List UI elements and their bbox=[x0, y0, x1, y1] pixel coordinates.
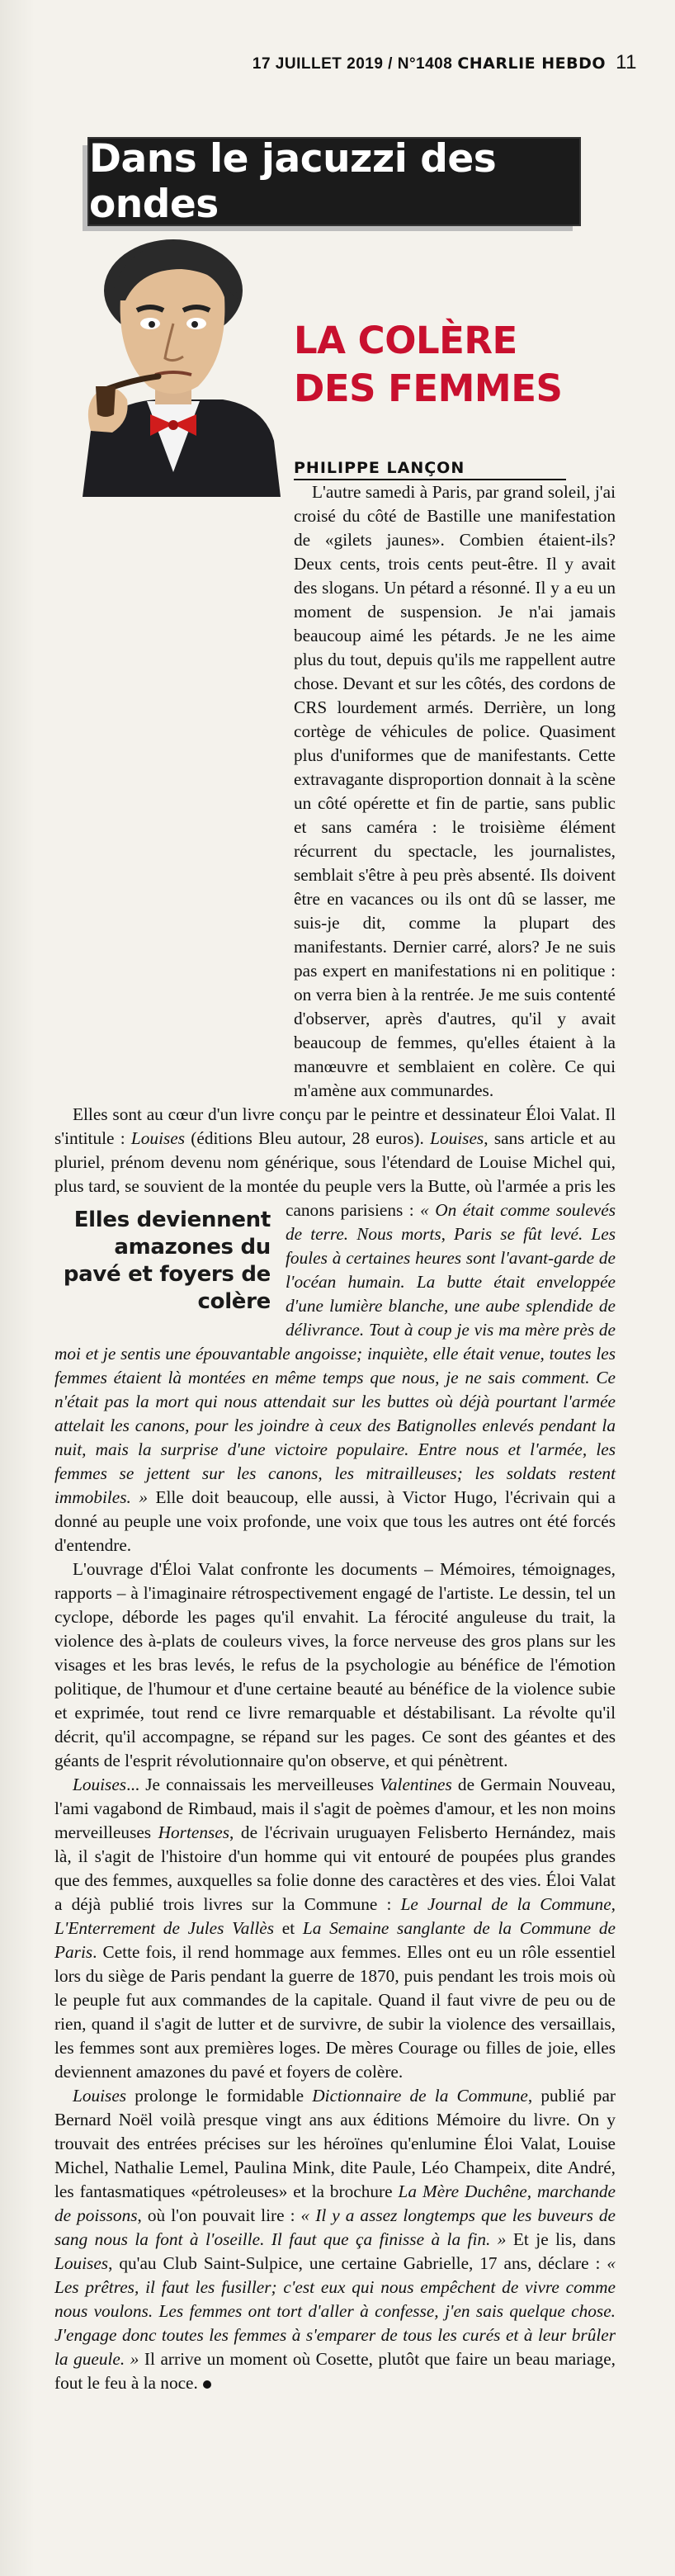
p4-text-f: , de l'écrivain uruguayen Felisberto Hernández, mais là, il s'agit de l'histoire d'un homme qui vit entouré de poupées plus grandes que des femmes, auxquelles sa folie donne des caractères et des vies. Éloi Valat a déjà publié trois livres sur la Commune : bbox=[54, 1822, 616, 1914]
article-headline bbox=[294, 317, 566, 413]
p4-text-d: de Germain Nouveau, l'ami vagabond de Rimbaud, mais il s'agit de poèmes d'amour, et les non moins merveilleuses bbox=[54, 1775, 616, 1842]
p5-text-h: Et je lis, dans bbox=[506, 2229, 616, 2249]
pull-quote: Elles deviennent amazones du pavé et foyers de colère bbox=[63, 1208, 271, 1314]
caricature-illustration bbox=[58, 225, 289, 497]
p4-valentines: Valentines bbox=[380, 1775, 452, 1794]
paragraph-3: L'ouvrage d'Éloi Valat confronte les documents – Mémoires, témoignages, rapports – à l'imaginaire rétrospectivement engagé de l'artiste. Le dessin, tel un cyclope, déborde les pages qu'il envahit. La férocité anguleuse du trait, la violence des à-plats de couleurs vives, la force nerveuse des gros plans sur les visages et les bras levés, le refus de la psychologie au bénéfice de l'émotion politique, de l'humour et d'une certaine beauté au bénéfice de la violence subie et exprimée, tout rend ce livre remarquable et déstabilisant. La révolte qu'il décrit, qu'il accompagne, se répand sur les pages. Ce sont des géantes et des géants de l'esprit révolutionnaire qu'on observe, et qui pénètrent. bbox=[54, 1559, 616, 1770]
p4-text-b: ... Je connaissais les merveilleuses bbox=[126, 1775, 380, 1794]
p2-text-c: (éditions Bleu autour, 28 euros). bbox=[185, 1128, 431, 1148]
p4-books: Le Journal de la Commune, L'Enterrement de Jules Vallès bbox=[54, 1894, 616, 1938]
paragraph-5 bbox=[54, 2084, 616, 2395]
column-title: Dans le jacuzzi des ondes bbox=[89, 136, 497, 227]
p5-text-d: , publié par Bernard Noël voilà presque vingt ans aux éditions Mémoire du livre. On y trouvait des entrées précises sur les héroïnes qu'enlumine Éloi Valat, Louise Michel, Nathalie Lemel, Paulina Mink, dite Paule, Léo Champeix, dite André, les fantasmatiques «pétroleuses» et la brochure bbox=[54, 2086, 616, 2201]
paragraph-4 bbox=[54, 1773, 616, 2084]
p5-text-b: prolonge le formidable bbox=[126, 2086, 313, 2106]
p2-text-a: Elles sont au cœur d'un livre conçu par le peintre et dessinateur Éloi Valat. Il s'intitule : bbox=[54, 1104, 616, 1148]
masthead bbox=[253, 51, 637, 74]
p2-quote: « On était comme soulevés de terre. Nous morts, Paris se fût levé. Les foules à certaines heures sont l'avant-garde de l'océan humain. La butte était enveloppée d'une lumière blanche, une aube splendide de délivrance. Tout à coup je vis ma mère près de moi et je sentis une épouvantable angoisse; inquiète, elle était venue, toutes les femmes étaient là montées en même temps que nous, je ne sais comment. Ce n'était pas la mort qui nous attendait sur les buttes où déjà pourtant l'armée attelait les canons, pour les joindre à ceux des Batignolles enlevés pendant la nuit, mais la surprise d'une victoire populaire. Entre nous et l'armée, les femmes se jettent sur les canons, les mitrailleuses; les soldats restent immobiles. » bbox=[54, 1200, 616, 1507]
p5-text-j: , qu'au Club Saint-Sulpice, une certaine Gabrielle, 17 ans, déclare : bbox=[108, 2253, 607, 2273]
p5-text-f: , où l'on pouvait lire : bbox=[137, 2205, 301, 2225]
p4-hortenses: Hortenses bbox=[158, 1822, 230, 1842]
paragraph-1: L'autre samedi à Paris, par grand soleil, j'ai croisé du côté de Bastille une manifestation de «gilets jaunes». Combien étaient-ils? Deux cents, trois cents peut-être. Il y avait des slogans. Un pétard a résonné. Il y a eu un moment de suspension. Je n'ai jamais beaucoup aimé les pétards. Je ne les aime plus du tout, depuis qu'ils me rappellent autre chose. Devant et sur les côtés, des cordons de CRS lourdement armés. Derrière, un long cortège de véhicules de police. Quasiment plus d'uniformes que de manifestants. Cette extravagante disproportion donnait à la scène un côté opérette et fin de partie, sans public et sans caméra : le troisième élément récurrent du spectacle, les journalistes, semblait s'être à peu près absenté. Ils doivent être en vacances ou ils ont dû se lasser, me suis-je dit, comme la plupart des manifestants. Dernier carré, alors? Je ne suis pas expert en manifestations ni en politique : on verra bien à la rentrée. Je me suis contenté d'observer, après d'autres, qu'il y avait beaucoup de femmes, qu'elles étaient à la manœuvre et semblaient en colère. Ce qui m'amène aux communardes. bbox=[294, 482, 616, 1100]
page-edge bbox=[0, 0, 35, 2576]
column-title-banner bbox=[89, 136, 579, 227]
p5-text-l: Il arrive un moment où Cosette, plutôt que faire un beau mariage, fout le feu à la noce. bbox=[54, 2349, 616, 2393]
headline-line-2: DES FEMMES bbox=[294, 366, 563, 410]
page-number: 11 bbox=[616, 51, 637, 73]
byline: PHILIPPE LANÇON bbox=[294, 459, 566, 480]
paragraph-2 bbox=[54, 1103, 616, 1557]
p2-book-title-2: Louises bbox=[430, 1128, 484, 1148]
p5-quote-1: « Il y a assez longtemps que les buveurs de sang nous la font à l'oseille. Il faut que ça finisse à la fin. » bbox=[54, 2205, 616, 2249]
brand-name: CHARLIE HEBDO bbox=[457, 54, 607, 73]
p5-title-2: Louises bbox=[54, 2253, 109, 2273]
p4-text-j: . Cette fois, il rend hommage aux femmes. Elles ont eu un rôle essentiel lors du siège de Paris pendant la guerre de 1870, puis pendant les trois mois où le peuple fut aux commandes de la capitale. Quand il faut vivre de peu ou de rien, quand il s'agit de lutter et de survivre, de subir la violence des versaillais, les femmes sont aux premières loges. De mères Courage ou filles de joie, elles deviennent amazones du pavé et foyers de colère. bbox=[54, 1942, 616, 2082]
end-dot-icon bbox=[203, 2380, 211, 2389]
issue-date: 17 JUILLET 2019 / N°1408 bbox=[252, 55, 453, 73]
headline-line-1: LA COLÈRE bbox=[294, 319, 517, 362]
p5-quote-2: « Les prêtres, il faut les fusiller; c'est eux qui nous empêchent de vivre comme nous voulons. Les femmes ont tort d'aller à confesse, j'en sais quelque chose. J'engage donc toutes les femmes à s'emparer de tous les curés et à leur brûler la gueule. » bbox=[54, 2253, 616, 2369]
p2-text-g: Elle doit beaucoup, elle aussi, à Victor Hugo, l'écrivain qui a donné au peuple une voix profonde, une voix que tous les autres ont été forcés d'entendre. bbox=[54, 1487, 616, 1555]
p4-semaine: La Semaine sanglante de la Commune de Paris bbox=[54, 1918, 616, 1962]
p2-book-title: Louises bbox=[130, 1128, 186, 1148]
p5-dictionnaire: Dictionnaire de la Commune bbox=[312, 2086, 528, 2106]
article-body bbox=[54, 480, 616, 2395]
p5-mere-duchene: La Mère Duchêne, marchande de poissons bbox=[54, 2181, 616, 2225]
p4-text-h: et bbox=[274, 1918, 303, 1938]
p5-title: Louises bbox=[73, 2086, 127, 2106]
p4-title: Louises bbox=[73, 1775, 127, 1794]
p2-text-e: , sans article et au pluriel, prénom devenu nom générique, sous l'étendard de Louise Michel qui, plus tard, se souvient de la montée du peuple vers la Butte, où l'armée a pris les canons parisiens : bbox=[54, 1128, 616, 1220]
